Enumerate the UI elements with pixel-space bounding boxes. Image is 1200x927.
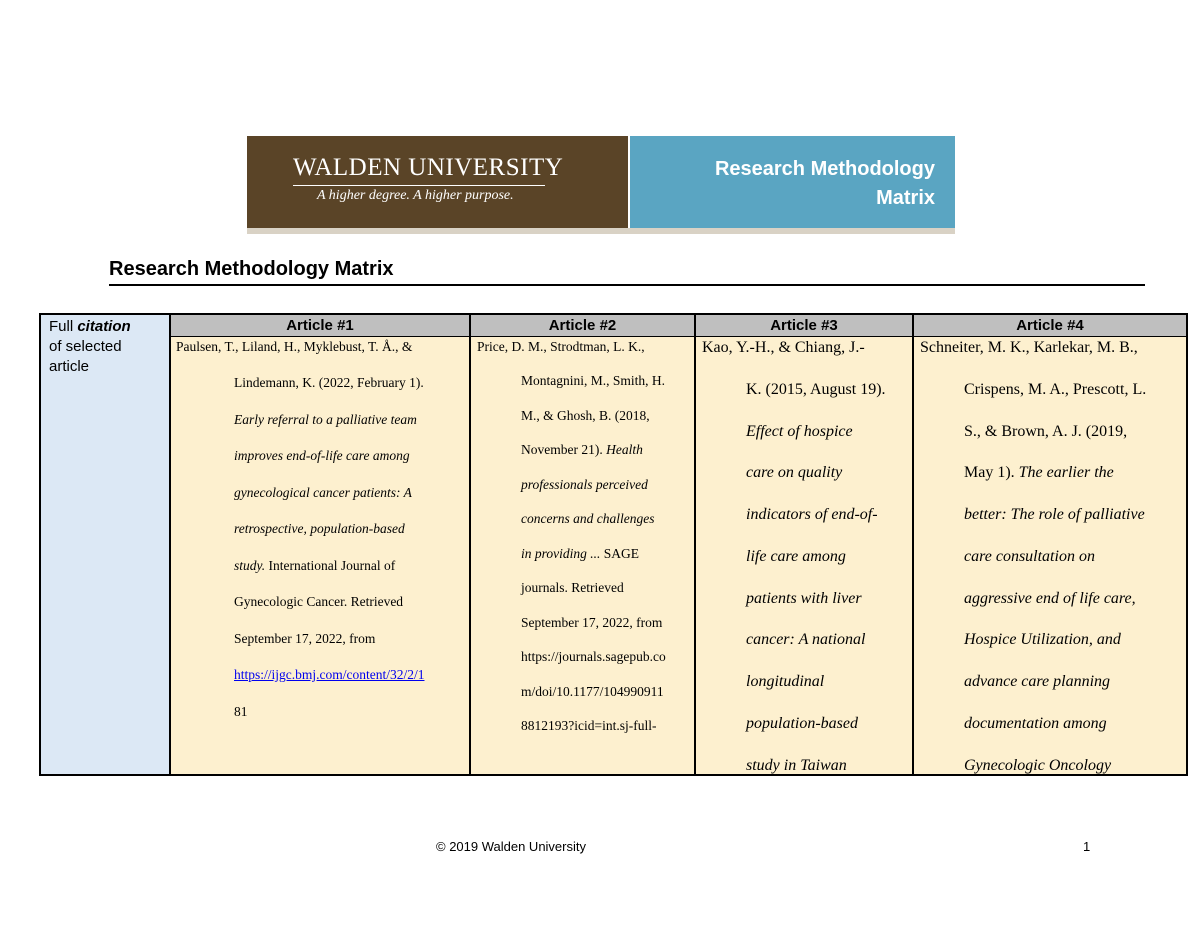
citation-title-line: care on quality (746, 464, 843, 481)
column-header-article-2: Article #2 (548, 317, 617, 334)
citation-title-line: Early referral to a palliative team (234, 412, 417, 427)
citation-title-line: life care among (746, 548, 846, 565)
citation-line: 81 (234, 704, 248, 719)
citation-title-line: concerns and challenges (521, 511, 655, 526)
banner-title-line2: Matrix (876, 187, 935, 209)
row-label-citation: citation (77, 318, 131, 335)
citation-line: M., & Ghosh, B. (2018, (521, 408, 650, 423)
header-banner (247, 136, 955, 234)
citation-title-line: gynecological cancer patients: A (234, 485, 412, 500)
citation-line: Kao, Y.-H., & Chiang, J.- (702, 339, 865, 356)
citation-title-line: improves end-of-life care among (234, 448, 410, 463)
citation-line (521, 546, 639, 562)
citation-line: S., & Brown, A. J. (2019, (964, 423, 1128, 440)
citation-title-line: Gynecologic Oncology (964, 757, 1112, 774)
citation-title-line: patients with liver (746, 590, 862, 607)
citation-title-line: professionals perceived (521, 477, 648, 492)
banner-shadow (247, 228, 955, 234)
citation-line: Lindemann, K. (2022, February 1). (234, 375, 424, 390)
citation-title-line: population-based (746, 715, 858, 732)
citation-line (521, 442, 643, 458)
citation-journal: International Journal of (265, 558, 396, 573)
page-title: Research Methodology Matrix (109, 258, 394, 280)
citation-title-line: Effect of hospice (746, 423, 853, 440)
citation-date: May 1). (964, 464, 1019, 481)
citation-line: Montagnini, M., Smith, H. (521, 373, 666, 388)
citation-title-line: Hospice Utilization, and (964, 631, 1121, 648)
citation-line: journals. Retrieved (521, 580, 624, 595)
citation-title-line: longitudinal (746, 673, 825, 690)
citation-line (964, 464, 1114, 482)
banner-title (645, 155, 935, 213)
citation-title-line: cancer: A national (746, 631, 866, 648)
heading-underline (109, 284, 1145, 286)
column-header-article-3: Article #3 (770, 317, 838, 334)
citation-url-line: m/doi/10.1177/104990911 (521, 684, 664, 699)
row-label-cell (41, 315, 171, 774)
citation-title-end: study. (234, 558, 266, 573)
citation-title-line: advance care planning (964, 673, 1111, 690)
citation-date: November 21). (521, 442, 607, 457)
university-logo (247, 136, 628, 228)
citation-title-start: The earlier the (1018, 464, 1114, 481)
citation-title-start: Health (606, 442, 643, 457)
citation-title-line: care consultation on (964, 548, 1095, 565)
column-header-article-1: Article #1 (286, 317, 354, 334)
citation-line: Paulsen, T., Liland, H., Myklebust, T. Å., & (176, 339, 413, 354)
citation-journal: SAGE (600, 546, 640, 561)
column-header-article-4: Article #4 (1016, 317, 1084, 334)
row-label (49, 317, 131, 377)
citation-line: September 17, 2022, from (234, 631, 376, 646)
citation-title-line: aggressive end of life care, (964, 590, 1136, 607)
methodology-matrix-table (39, 313, 1188, 776)
column-divider (469, 315, 471, 774)
citation-line: September 17, 2022, from (521, 615, 663, 630)
citation-line (234, 558, 395, 574)
logo-tagline: A higher degree. A higher purpose. (317, 188, 514, 203)
footer-copyright: © 2019 Walden University (436, 839, 586, 854)
citation-url-line: https://journals.sagepub.co (521, 649, 666, 664)
citation-line: Crispens, M. A., Prescott, L. (964, 381, 1147, 398)
citation-title-line: indicators of end-of- (746, 506, 878, 523)
citation-title-line: study in Taiwan (746, 757, 847, 774)
citation-line: Price, D. M., Strodtman, L. K., (477, 339, 645, 354)
citation-link[interactable]: https://ijgc.bmj.com/content/32/2/1 (234, 667, 425, 682)
citation-title-line: documentation among (964, 715, 1107, 732)
citation-line: Schneiter, M. K., Karlekar, M. B., (920, 339, 1138, 356)
banner-title-panel (630, 136, 955, 228)
citation-title-line: better: The role of palliative (964, 506, 1145, 523)
citation-line: Gynecologic Cancer. Retrieved (234, 594, 404, 609)
citation-url-line: 8812193?icid=int.sj-full- (521, 718, 657, 733)
citation-line: K. (2015, August 19). (746, 381, 886, 398)
column-divider (694, 315, 696, 774)
column-divider (912, 315, 914, 774)
row-label-line3: article (49, 358, 90, 375)
banner-title-line1: Research Methodology (714, 158, 935, 180)
page-number: 1 (1083, 839, 1091, 854)
logo-name: WALDEN UNIVERSITY (293, 154, 564, 181)
logo-divider (293, 185, 545, 186)
citation-title-end: in providing ... (521, 546, 601, 561)
row-label-line2: of selected (49, 338, 122, 355)
citation-title-line: retrospective, population-based (234, 521, 405, 536)
row-label-full: Full (49, 318, 78, 335)
